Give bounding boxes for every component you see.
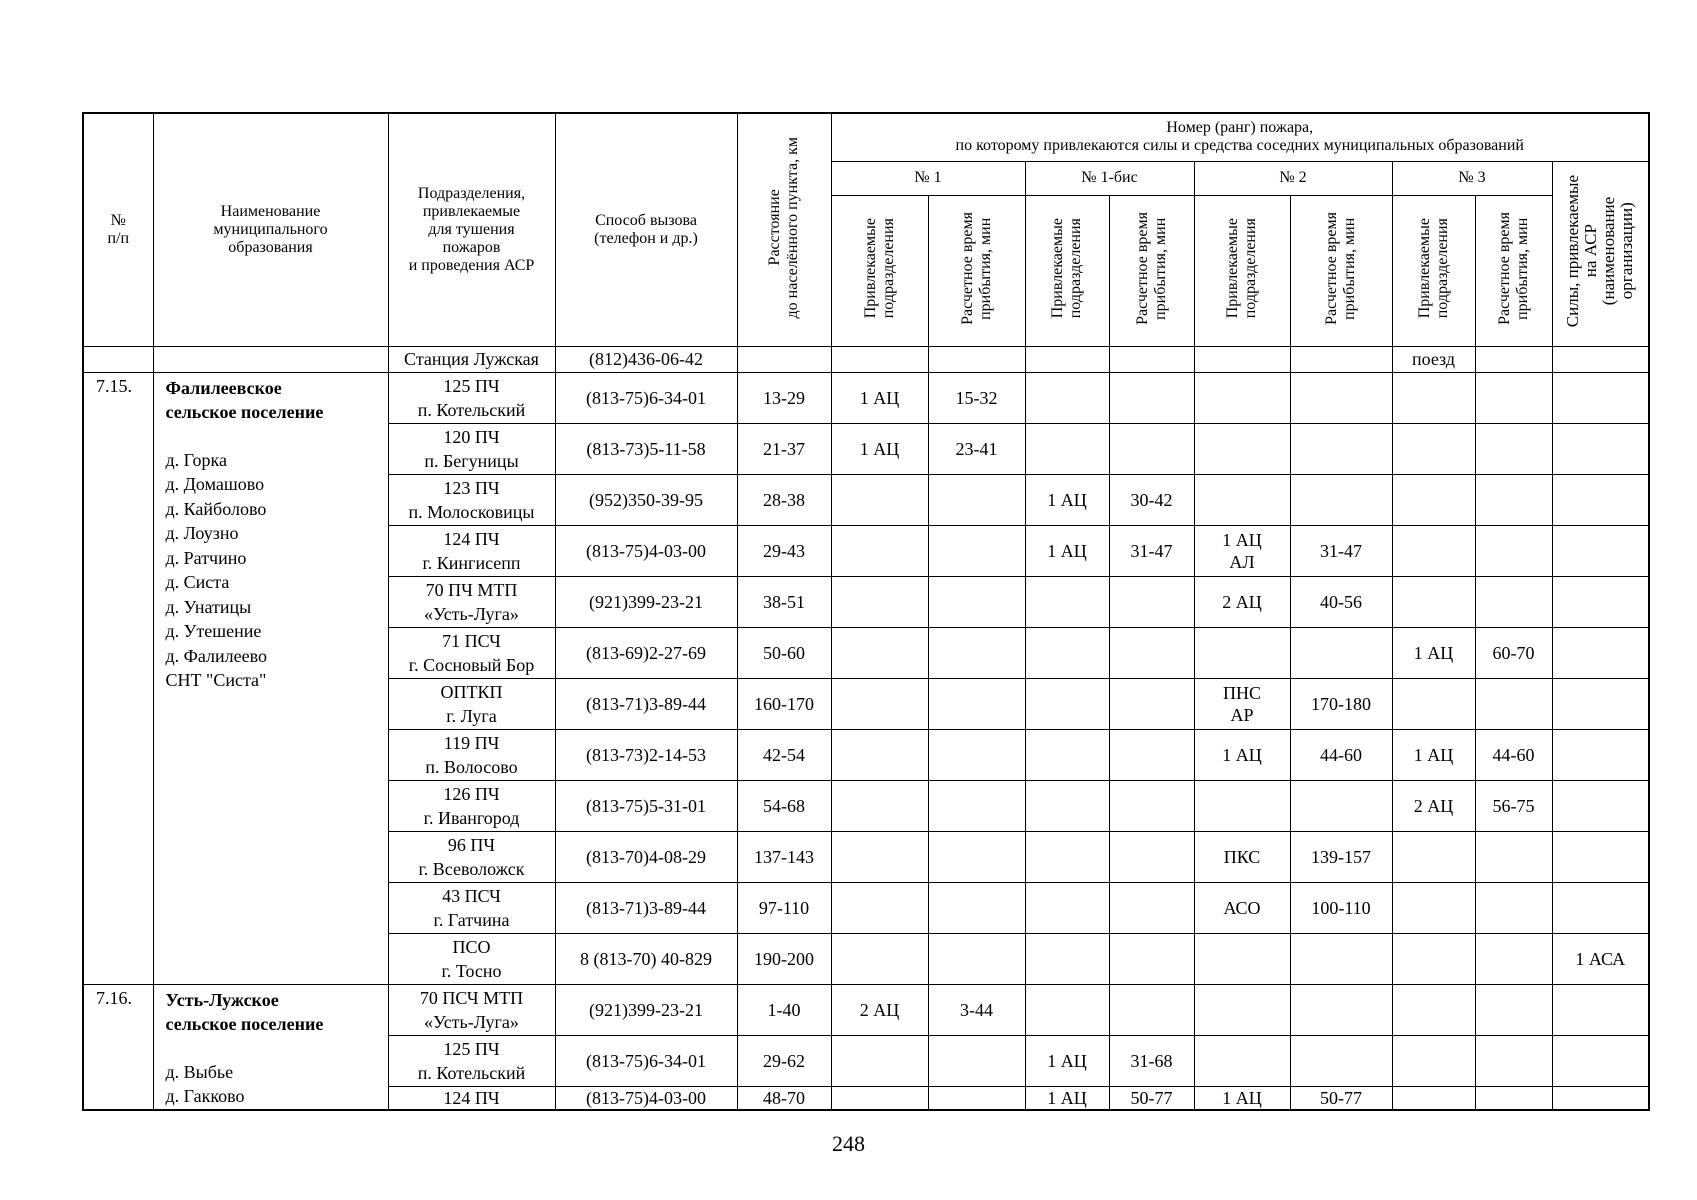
phone-cell: 8 (813-70) 40-829 — [555, 933, 737, 984]
rank1bis-units-cell: 1 АЦ — [1025, 1086, 1109, 1110]
distance-cell: 29-43 — [737, 525, 831, 576]
header-rank-1: № 1 — [831, 161, 1025, 195]
rank1-time-cell: 15-32 — [928, 372, 1025, 423]
rank3-units-cell: 1 АЦ — [1392, 627, 1475, 678]
table-row — [83, 372, 1649, 423]
village-name: д. Выбье — [165, 1061, 234, 1082]
distance-cell: 1-40 — [737, 984, 831, 1035]
rank2-time-cell — [1290, 780, 1392, 831]
header-rank2-units: Привлекаемые подразделения — [1194, 195, 1290, 346]
cell-empty — [928, 346, 1025, 372]
rank1bis-units-cell — [1025, 372, 1109, 423]
municipality-name: Фалилеевское сельское поселение — [165, 377, 324, 422]
unit-cell: 124 ПЧ — [388, 1086, 555, 1110]
phone-cell: (952)350-39-95 — [555, 474, 737, 525]
rank3-time-cell — [1475, 1086, 1552, 1110]
rank1bis-time-cell — [1109, 984, 1194, 1035]
rank1-units-cell — [831, 933, 928, 984]
rank1-units-cell — [831, 1035, 928, 1086]
rank1-time-cell — [928, 1086, 1025, 1110]
rank1-time-cell — [928, 933, 1025, 984]
rank1bis-units-cell — [1025, 423, 1109, 474]
rank1-units-cell — [831, 831, 928, 882]
rank3-units-cell — [1392, 1086, 1475, 1110]
phone-cell: (813-71)3-89-44 — [555, 678, 737, 729]
unit-cell: 126 ПЧ г. Ивангород — [388, 780, 555, 831]
asr-forces-cell — [1552, 627, 1649, 678]
rank2-time-cell: 170-180 — [1290, 678, 1392, 729]
rank3-time-cell — [1475, 576, 1552, 627]
cell-empty — [831, 346, 928, 372]
rank3-units-cell — [1392, 831, 1475, 882]
rank1bis-units-cell: 1 АЦ — [1025, 525, 1109, 576]
rank1bis-time-cell — [1109, 729, 1194, 780]
distance-cell: 29-62 — [737, 1035, 831, 1086]
rank1bis-units-cell — [1025, 729, 1109, 780]
rank3-time-cell — [1475, 831, 1552, 882]
rank2-time-cell — [1290, 423, 1392, 474]
municipality-cell — [153, 984, 388, 1110]
rank2-time-cell: 139-157 — [1290, 831, 1392, 882]
distance-cell: 48-70 — [737, 1086, 831, 1110]
rank1-units-cell — [831, 780, 928, 831]
rank1bis-units-cell — [1025, 984, 1109, 1035]
unit-cell: 125 ПЧ п. Котельский — [388, 1035, 555, 1086]
rank1-units-cell — [831, 627, 928, 678]
rank2-units-cell — [1194, 423, 1290, 474]
unit-cell: 70 ПСЧ МТП «Усть-Луга» — [388, 984, 555, 1035]
rank2-units-cell: ПКС — [1194, 831, 1290, 882]
municipality-number: 7.15. — [83, 372, 153, 984]
rank1bis-time-cell — [1109, 882, 1194, 933]
distance-cell: 42-54 — [737, 729, 831, 780]
municipality-cell — [153, 372, 388, 984]
unit-cell: 124 ПЧ г. Кингисепп — [388, 525, 555, 576]
village-name: д. Кайболово — [165, 498, 267, 519]
header-rank2-time: Расчетное время прибытия, мин — [1290, 195, 1392, 346]
rank1-units-cell — [831, 474, 928, 525]
rank3-units-cell — [1392, 576, 1475, 627]
rank3-time-cell — [1475, 933, 1552, 984]
rank3-units-cell — [1392, 372, 1475, 423]
asr-forces-cell — [1552, 423, 1649, 474]
cell-empty — [83, 346, 153, 372]
rank2-time-cell — [1290, 372, 1392, 423]
asr-forces-cell — [1552, 831, 1649, 882]
rank2-units-cell — [1194, 780, 1290, 831]
rank3-time-cell — [1475, 372, 1552, 423]
rank2-units-cell — [1194, 372, 1290, 423]
asr-forces-cell — [1552, 984, 1649, 1035]
rank1bis-units-cell — [1025, 576, 1109, 627]
village-name: д. Горка — [165, 449, 227, 470]
rank3-time-cell: 60-70 — [1475, 627, 1552, 678]
phone-cell: (813-70)4-08-29 — [555, 831, 737, 882]
rank2-time-cell: 31-47 — [1290, 525, 1392, 576]
rank3-time-cell — [1475, 474, 1552, 525]
header-distance: Расстояние до населённого пункта, км — [737, 113, 831, 346]
rank2-units-cell: 1 АЦ — [1194, 1086, 1290, 1110]
asr-forces-cell — [1552, 882, 1649, 933]
rank3-units-cell: поезд — [1392, 346, 1475, 372]
distance-cell: 54-68 — [737, 780, 831, 831]
asr-forces-cell — [1552, 678, 1649, 729]
rank1-units-cell — [831, 678, 928, 729]
header-rank3-units: Привлекаемые подразделения — [1392, 195, 1475, 346]
rank1bis-units-cell — [1025, 933, 1109, 984]
asr-forces-cell — [1552, 1035, 1649, 1086]
rank1-time-cell — [928, 882, 1025, 933]
rank1bis-units-cell: 1 АЦ — [1025, 474, 1109, 525]
page-number: 248 — [832, 1131, 865, 1156]
cell-empty — [1290, 346, 1392, 372]
rank2-units-cell — [1194, 984, 1290, 1035]
phone-cell: (921)399-23-21 — [555, 576, 737, 627]
distance-cell: 28-38 — [737, 474, 831, 525]
header-rank-2: № 2 — [1194, 161, 1392, 195]
table-row — [83, 346, 1649, 372]
distance-cell: 50-60 — [737, 627, 831, 678]
phone-cell: (813-71)3-89-44 — [555, 882, 737, 933]
phone-cell: (813-75)6-34-01 — [555, 372, 737, 423]
rank2-time-cell — [1290, 984, 1392, 1035]
municipality-name: Усть-Лужское сельское поселение — [165, 989, 324, 1034]
rank1bis-time-cell: 31-68 — [1109, 1035, 1194, 1086]
header-rank-1bis: № 1-бис — [1025, 161, 1194, 195]
rank1-time-cell — [928, 576, 1025, 627]
rank1bis-units-cell — [1025, 831, 1109, 882]
asr-forces-cell — [1552, 525, 1649, 576]
phone-cell: (813-69)2-27-69 — [555, 627, 737, 678]
rank2-time-cell — [1290, 627, 1392, 678]
rank1-time-cell — [928, 678, 1025, 729]
rank3-time-cell — [1475, 678, 1552, 729]
rank1-units-cell — [831, 882, 928, 933]
rank1-time-cell: 3-44 — [928, 984, 1025, 1035]
asr-forces-cell — [1552, 474, 1649, 525]
cell-empty — [1109, 346, 1194, 372]
distance-cell: 160-170 — [737, 678, 831, 729]
rank2-time-cell: 100-110 — [1290, 882, 1392, 933]
rank1-units-cell — [831, 525, 928, 576]
distance-cell: 21-37 — [737, 423, 831, 474]
rank1bis-units-cell — [1025, 627, 1109, 678]
distance-cell: 190-200 — [737, 933, 831, 984]
rank2-units-cell — [1194, 627, 1290, 678]
phone-cell: (813-75)5-31-01 — [555, 780, 737, 831]
unit-cell: 70 ПЧ МТП «Усть-Луга» — [388, 576, 555, 627]
header-number: № п/п — [83, 113, 153, 346]
rank3-time-cell — [1475, 984, 1552, 1035]
rank2-time-cell: 50-77 — [1290, 1086, 1392, 1110]
rank1bis-time-cell — [1109, 627, 1194, 678]
cell-empty — [1194, 346, 1290, 372]
asr-forces-cell — [1552, 780, 1649, 831]
phone-cell: (812)436-06-42 — [555, 346, 737, 372]
asr-forces-cell — [1552, 372, 1649, 423]
rank1bis-units-cell — [1025, 882, 1109, 933]
header-rank1bis-time: Расчетное время прибытия, мин — [1109, 195, 1194, 346]
header-call-method: Способ вызова (телефон и др.) — [555, 113, 737, 346]
village-name: д. Лоузно — [165, 523, 239, 543]
rank1bis-time-cell — [1109, 423, 1194, 474]
municipality-number: 7.16. — [83, 984, 153, 1110]
village-name: д. Домашово — [165, 474, 265, 494]
village-name: д. Ратчино — [165, 547, 247, 568]
rank1-time-cell: 23-41 — [928, 423, 1025, 474]
rank1-time-cell — [928, 525, 1025, 576]
rank1bis-units-cell — [1025, 780, 1109, 831]
rank1-time-cell — [928, 831, 1025, 882]
rank2-time-cell — [1290, 474, 1392, 525]
village-name: д. Фалилеево — [165, 645, 267, 666]
rank2-time-cell: 44-60 — [1290, 729, 1392, 780]
distance-cell: 13-29 — [737, 372, 831, 423]
rank1bis-time-cell — [1109, 372, 1194, 423]
header-fire-rank: Номер (ранг) пожара, по которому привлекаются силы и средства соседних муниципальных образований — [831, 113, 1649, 161]
rank1bis-time-cell — [1109, 933, 1194, 984]
header-units: Подразделения, привлекаемые для тушения пожаров и проведения АСР — [388, 113, 555, 346]
unit-cell: 120 ПЧ п. Бегуницы — [388, 423, 555, 474]
phone-cell: (813-73)2-14-53 — [555, 729, 737, 780]
table-row — [83, 984, 1649, 1035]
rank3-time-cell — [1475, 525, 1552, 576]
cell-empty — [1025, 346, 1109, 372]
rank1-units-cell: 1 АЦ — [831, 372, 928, 423]
village-name: СНТ "Систа" — [165, 670, 267, 690]
rank3-units-cell — [1392, 525, 1475, 576]
phone-cell: (921)399-23-21 — [555, 984, 737, 1035]
village-name: д. Систа — [165, 572, 230, 592]
distance-cell: 97-110 — [737, 882, 831, 933]
header-rank1-units: Привлекаемые подразделения — [831, 195, 928, 346]
rank2-time-cell: 40-56 — [1290, 576, 1392, 627]
asr-forces-cell — [1552, 1086, 1649, 1110]
rank3-time-cell: 56-75 — [1475, 780, 1552, 831]
unit-cell: ПСО г. Тосно — [388, 933, 555, 984]
village-name: д. Гакково — [165, 1086, 245, 1106]
rank2-time-cell — [1290, 933, 1392, 984]
rank3-units-cell: 2 АЦ — [1392, 780, 1475, 831]
header-rank1-time: Расчетное время прибытия, мин — [928, 195, 1025, 346]
phone-cell: (813-75)4-03-00 — [555, 525, 737, 576]
rank1bis-time-cell — [1109, 831, 1194, 882]
cell-empty — [1475, 346, 1552, 372]
asr-forces-cell — [1552, 576, 1649, 627]
rank1-units-cell: 2 АЦ — [831, 984, 928, 1035]
header-rank1bis-units: Привлекаемые подразделения — [1025, 195, 1109, 346]
fire-forces-table — [82, 112, 1650, 1111]
header-municipality: Наименование муниципального образования — [153, 113, 388, 346]
rank1-time-cell — [928, 1035, 1025, 1086]
rank2-units-cell — [1194, 933, 1290, 984]
rank2-time-cell — [1290, 1035, 1392, 1086]
rank1-time-cell — [928, 474, 1025, 525]
rank2-units-cell: АСО — [1194, 882, 1290, 933]
rank1bis-time-cell: 30-42 — [1109, 474, 1194, 525]
rank1-units-cell — [831, 729, 928, 780]
unit-cell: 125 ПЧ п. Котельский — [388, 372, 555, 423]
distance-cell: 38-51 — [737, 576, 831, 627]
rank2-units-cell: ПНС АР — [1194, 678, 1290, 729]
rank3-units-cell — [1392, 423, 1475, 474]
rank3-time-cell — [1475, 882, 1552, 933]
rank1bis-units-cell — [1025, 678, 1109, 729]
rank2-units-cell: 2 АЦ — [1194, 576, 1290, 627]
village-name: д. Утешение — [165, 621, 262, 641]
rank3-units-cell — [1392, 678, 1475, 729]
rank3-units-cell — [1392, 933, 1475, 984]
rank1-units-cell — [831, 576, 928, 627]
rank3-units-cell — [1392, 1035, 1475, 1086]
rank1-time-cell — [928, 627, 1025, 678]
rank1-time-cell — [928, 780, 1025, 831]
unit-cell: 71 ПСЧ г. Сосновый Бор — [388, 627, 555, 678]
header-rank-3: № 3 — [1392, 161, 1552, 195]
rank1bis-time-cell: 50-77 — [1109, 1086, 1194, 1110]
rank1bis-time-cell — [1109, 576, 1194, 627]
rank1bis-time-cell — [1109, 780, 1194, 831]
rank2-units-cell — [1194, 1035, 1290, 1086]
rank2-units-cell: 1 АЦ — [1194, 729, 1290, 780]
village-name: д. Унатицы — [165, 596, 252, 617]
rank3-units-cell — [1392, 474, 1475, 525]
header-rank3-time: Расчетное время прибытия, мин — [1475, 195, 1552, 346]
rank2-units-cell — [1194, 474, 1290, 525]
rank1bis-time-cell: 31-47 — [1109, 525, 1194, 576]
cell-empty — [1552, 346, 1649, 372]
table-body — [83, 113, 1649, 1110]
unit-cell: 43 ПСЧ г. Гатчина — [388, 882, 555, 933]
phone-cell: (813-73)5-11-58 — [555, 423, 737, 474]
phone-cell: (813-75)4-03-00 — [555, 1086, 737, 1110]
spacer — [166, 424, 388, 448]
unit-cell: ОПТКП г. Луга — [388, 678, 555, 729]
rank1bis-units-cell: 1 АЦ — [1025, 1035, 1109, 1086]
header-asr-forces: Силы, привлекаемые на АСР (наименование организации) — [1552, 161, 1649, 346]
unit-cell: Станция Лужская — [388, 346, 555, 372]
rank1-units-cell: 1 АЦ — [831, 423, 928, 474]
rank3-units-cell — [1392, 984, 1475, 1035]
rank3-units-cell: 1 АЦ — [1392, 729, 1475, 780]
rank3-time-cell — [1475, 423, 1552, 474]
rank1-time-cell — [928, 729, 1025, 780]
unit-cell: 119 ПЧ п. Волосово — [388, 729, 555, 780]
rank1bis-time-cell — [1109, 678, 1194, 729]
rank1-units-cell — [831, 1086, 928, 1110]
rank3-time-cell — [1475, 1035, 1552, 1086]
rank3-time-cell: 44-60 — [1475, 729, 1552, 780]
distance-cell: 137-143 — [737, 831, 831, 882]
spacer — [166, 1036, 388, 1060]
unit-cell: 123 ПЧ п. Молосковицы — [388, 474, 555, 525]
cell-empty — [153, 346, 388, 372]
asr-forces-cell: 1 АСА — [1552, 933, 1649, 984]
phone-cell: (813-75)6-34-01 — [555, 1035, 737, 1086]
asr-forces-cell — [1552, 729, 1649, 780]
rank2-units-cell: 1 АЦ АЛ — [1194, 525, 1290, 576]
rank3-units-cell — [1392, 882, 1475, 933]
cell-empty — [737, 346, 831, 372]
unit-cell: 96 ПЧ г. Всеволожск — [388, 831, 555, 882]
